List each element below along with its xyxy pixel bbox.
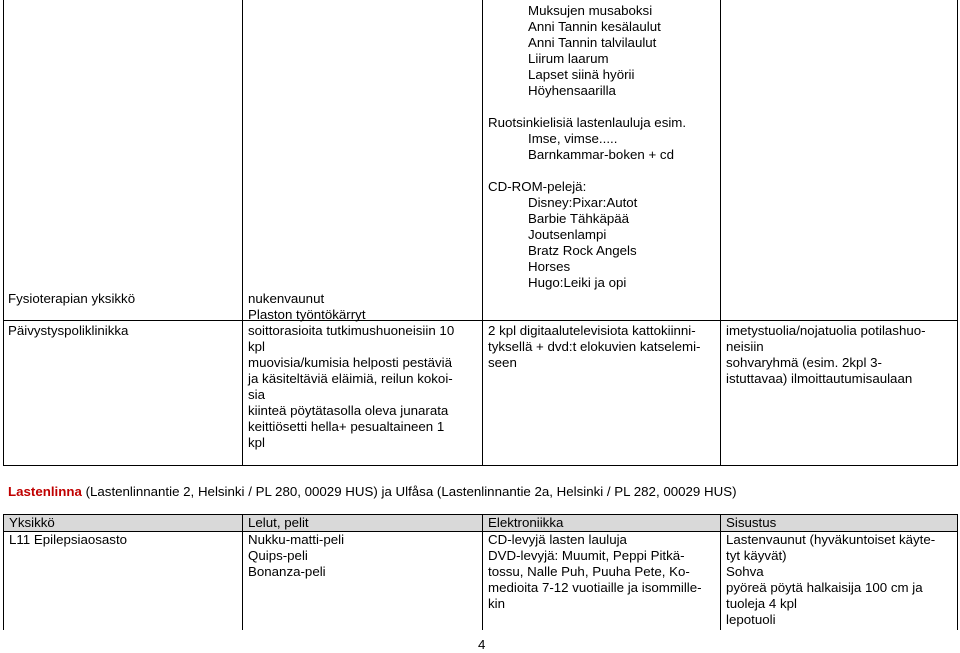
- list-item: kin: [488, 596, 505, 611]
- list-item: Disney:Pixar:Autot: [528, 195, 638, 210]
- list-item: ja käsiteltäviä eläimiä, reilun kokoi-: [248, 371, 453, 386]
- list-item: medioita 7-12 vuotiaille ja isommille-: [488, 580, 702, 595]
- toys-list-paivystys: [248, 323, 454, 451]
- list-item: Lastenvaunut (hyväkuntoiset käyte-: [726, 532, 936, 547]
- list-item: imetystuolia/nojatuolia potilashuo-: [726, 323, 926, 338]
- lower-table-border-col2: [482, 514, 483, 630]
- list-item: Horses: [528, 259, 571, 274]
- list-item: Bratz Rock Angels: [528, 243, 637, 258]
- unit-name-l11: L11 Epilepsiaosasto: [9, 532, 128, 547]
- list-item: sohvaryhmä (esim. 2kpl 3-: [726, 355, 882, 370]
- upper-table-border-col1: [242, 0, 243, 465]
- list-item: kpl: [248, 435, 265, 450]
- list-item: keittiösetti hella+ pesualtaineen 1: [248, 419, 445, 434]
- upper-table-border-left: [3, 0, 4, 465]
- column-header-electronics: Elektroniikka: [488, 515, 564, 530]
- list-item: Sohva: [726, 564, 764, 579]
- section-name: Lastenlinna: [8, 484, 82, 499]
- list-item: soittorasioita tutkimushuoneisiin 10: [248, 323, 455, 338]
- list-item: Anni Tannin kesälaulut: [528, 19, 661, 34]
- lower-table-border-top: [3, 514, 958, 515]
- swedish-songs-intro: Ruotsinkielisiä lastenlauluja esim.: [488, 115, 687, 130]
- list-item: tyksellä + dvd:t elokuvien katselemi-: [488, 339, 701, 354]
- list-item: tossu, Nalle Puh, Puuha Pete, Ko-: [488, 564, 690, 579]
- unit-name-paivystys: Päivystyspoliklinikka: [8, 323, 129, 338]
- lower-table-border-col3: [720, 514, 721, 630]
- list-item: DVD-levyjä: Muumit, Peppi Pitkä-: [488, 548, 685, 563]
- list-item: kpl: [248, 339, 265, 354]
- list-item: CD-levyjä lasten lauluja: [488, 532, 627, 547]
- list-item: muovisia/kumisia helposti pestäviä: [248, 355, 452, 370]
- music-box-list: [528, 3, 661, 99]
- page-number: 4: [478, 637, 486, 652]
- upper-table-border-col3: [720, 0, 721, 465]
- furniture-list-paivystys: [726, 323, 926, 387]
- list-item: Bonanza-peli: [248, 564, 326, 579]
- cdrom-intro: CD-ROM-pelejä:: [488, 179, 587, 194]
- list-item: Quips-peli: [248, 548, 308, 563]
- unit-name-fysio: Fysioterapian yksikkö: [8, 291, 136, 306]
- upper-row-divider: [3, 320, 958, 321]
- swedish-songs-list: [528, 131, 674, 163]
- list-item: pyöreä pöytä halkaisija 100 cm ja: [726, 580, 923, 595]
- list-item: Imse, vimse.....: [528, 131, 618, 146]
- lower-table-border-right: [957, 514, 958, 630]
- list-item: 2 kpl digitaalutelevisiota kattokiinni-: [488, 323, 696, 338]
- toys-list-l11: [248, 532, 344, 580]
- upper-table-border-col2: [482, 0, 483, 465]
- list-item: tyt käyvät): [726, 548, 787, 563]
- lower-table-border-col1: [242, 514, 243, 630]
- upper-table-border-right: [957, 0, 958, 465]
- list-item: Anni Tannin talvilaulut: [528, 35, 657, 50]
- section-address: (Lastenlinnantie 2, Helsinki / PL 280, 00029 HUS) ja Ulfåsa (Lastenlinnantie 2a, Helsinki / PL 282, 00029 HUS): [81, 484, 737, 499]
- list-item: Plaston työntökärryt: [248, 307, 366, 322]
- list-item: Joutsenlampi: [528, 227, 607, 242]
- list-item: Muksujen musaboksi: [528, 3, 653, 18]
- list-item: kiinteä pöytätasolla oleva junarata: [248, 403, 449, 418]
- list-item: tuoleja 4 kpl: [726, 596, 797, 611]
- cdrom-list: [528, 195, 637, 291]
- list-item: Nukku-matti-peli: [248, 532, 345, 547]
- list-item: Lapset siinä hyörii: [528, 67, 635, 82]
- column-header-furniture: Sisustus: [726, 515, 777, 530]
- section-heading: [8, 484, 737, 500]
- electronics-list-paivystys: [488, 323, 700, 371]
- electronics-list-l11: [488, 532, 702, 612]
- list-item: Hugo:Leiki ja opi: [528, 275, 627, 290]
- toys-list-fysio: [248, 291, 366, 323]
- column-header-unit: Yksikkö: [9, 515, 55, 530]
- list-item: seen: [488, 355, 517, 370]
- list-item: istuttavaa) ilmoittautumisaulaan: [726, 371, 913, 386]
- lower-table-border-left: [3, 514, 4, 630]
- list-item: Barnkammar-boken + cd: [528, 147, 674, 162]
- list-item: Höyhensaarilla: [528, 83, 616, 98]
- furniture-list-l11: [726, 532, 935, 628]
- list-item: sia: [248, 387, 265, 402]
- list-item: Barbie Tähkäpää: [528, 211, 630, 226]
- column-header-toys: Lelut, pelit: [248, 515, 309, 530]
- list-item: nukenvaunut: [248, 291, 325, 306]
- list-item: lepotuoli: [726, 612, 776, 627]
- list-item: neisiin: [726, 339, 764, 354]
- list-item: Liirum laarum: [528, 51, 609, 66]
- upper-table-border-bottom: [3, 465, 958, 466]
